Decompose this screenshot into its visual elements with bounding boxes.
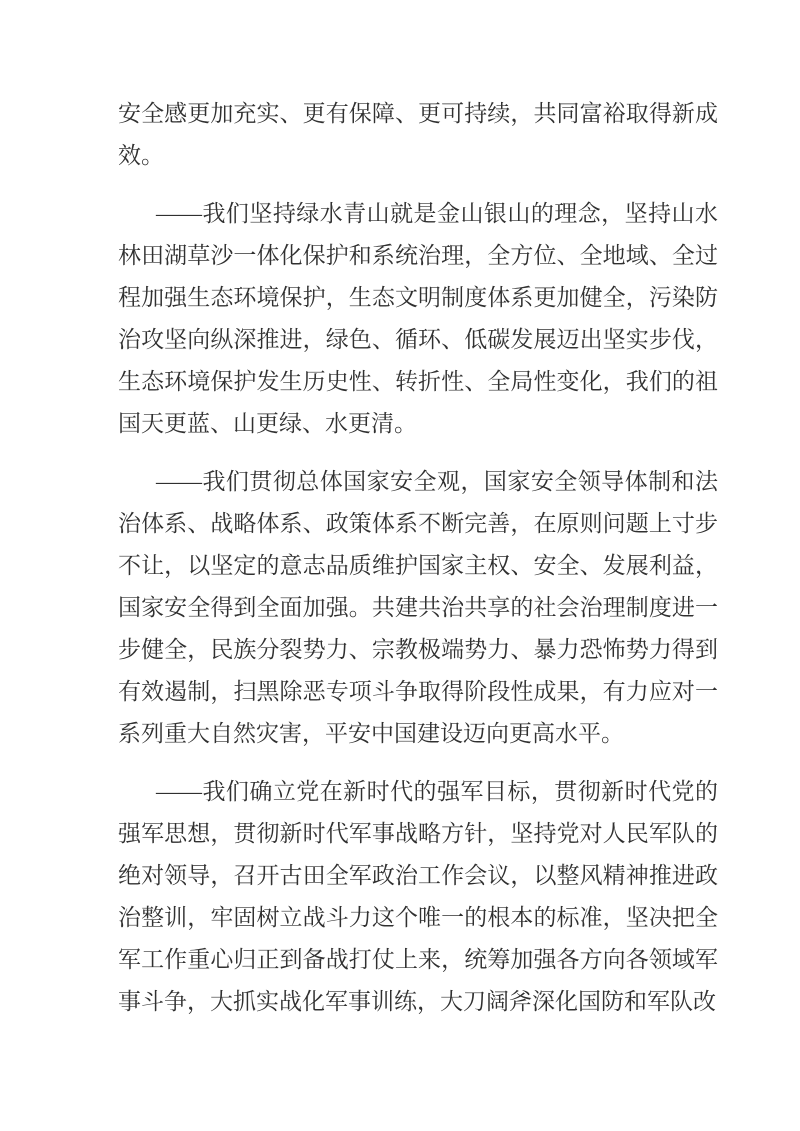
paragraph-3: ——我们贯彻总体国家安全观，国家安全领导体制和法治体系、战略体系、政策体系不断完善，在原则问题上寸步不让，以坚定的意志品质维护国家主权、安全、发展利益，国家安全得到全面加强。共建共治共享的社会治理制度进一步健全，民族分裂势力、宗教极端势力、暴力恐怖势力得到有效遏制，扫黑除恶专项斗争取得阶段性成果，有力应对一系列重大自然灾害，平安中国建设迈向更高水平。 <box>118 469 718 746</box>
paragraph-2: ——我们坚持绿水青山就是金山银山的理念，坚持山水林田湖草沙一体化保护和系统治理，全方位、全地域、全过程加强生态环境保护，生态文明制度体系更加健全，污染防治攻坚向纵深推进，绿色、循环、低碳发展迈出坚实步伐，生态环境保护发生历史性、转折性、全局性变化，我们的祖国天更蓝、山更绿、水更清。 <box>118 201 718 436</box>
paragraph-4: ——我们确立党在新时代的强军目标，贯彻新时代党的强军思想，贯彻新时代军事战略方针，坚持党对人民军队的绝对领导，召开古田全军政治工作会议，以整风精神推进政治整训，牢固树立战斗力这个唯一的根本的标准，坚决把全军工作重心归正到备战打仗上来，统筹加强各方向各领域军事斗争，大抓实战化军事训练，大刀阔斧深化国防和军队改 <box>118 779 718 1014</box>
document-text-body <box>118 93 718 1023</box>
paragraph-1: 安全感更加充实、更有保障、更可持续，共同富裕取得新成效。 <box>118 101 718 168</box>
